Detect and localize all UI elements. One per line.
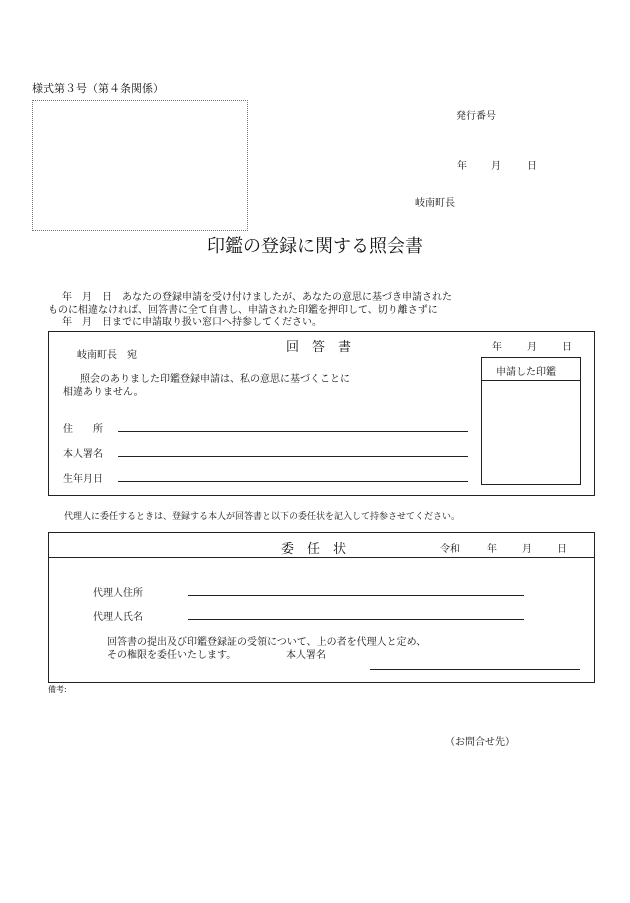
birthdate-label: 生年月日 [63,474,103,485]
delegation-year: 年 [487,544,497,555]
answer-year: 年 [492,342,502,353]
address-field[interactable] [118,431,468,432]
page-title: 印鑑の登録に関する照会書 [207,236,423,257]
answer-addressee: 岐南町長 宛 [77,350,137,361]
answer-day: 日 [562,342,572,353]
address-window-box [32,100,248,231]
header-year: 年 [457,161,467,172]
answer-statement-1: 照会のありました印鑑登録申請は、私の意思に基づくことに [80,374,350,385]
birthdate-field[interactable] [118,481,468,482]
seal-box-divider [481,380,580,381]
delegation-day: 日 [557,544,567,555]
seal-label: 申請した印鑑 [496,367,556,378]
proxy-note: 代理人に委任するときは、登録する本人が回答書と以下の委任状を記入して持参させてください。 [64,512,461,522]
delegation-month: 月 [522,544,532,555]
signature-field[interactable] [118,456,468,457]
answer-heading: 回 答 書 [286,340,352,355]
delegation-text-2: その権限を委任いたします。 [107,650,237,661]
intro-line-1: 年 月 日 あなたの登録申請を受け付けましたが、あなたの意思に基づき申請された [62,292,452,303]
agent-address-field[interactable] [188,595,524,596]
agent-address-label: 代理人住所 [93,588,143,599]
intro-line-3: 年 月 日までに申請取り扱い窓口へ持参してください。 [62,317,322,328]
header-mayor: 岐南町長 [415,198,455,209]
intro-line-2: ものに相違なければ、回答書に全て自書し、申請された印鑑を押印して、切り離さずに [48,305,438,316]
header-month: 月 [491,161,501,172]
agent-name-label: 代理人氏名 [93,612,143,623]
remarks-label: 備考: [48,685,67,694]
delegation-text-1: 回答書の提出及び印鑑登録証の受領について、上の者を代理人と定め、 [107,637,427,648]
inquiry-label: （お問合せ先） [445,737,515,748]
header-day: 日 [527,161,537,172]
agent-name-field[interactable] [188,619,524,620]
delegation-era: 令和 [440,544,460,555]
address-label: 住 所 [63,424,103,435]
issue-number-label: 発行番号 [456,111,496,122]
delegation-signature-label: 本人署名 [286,650,326,661]
delegation-signature-field[interactable] [370,669,580,670]
delegation-header-divider [48,557,594,558]
delegation-heading: 委 任 状 [281,542,347,557]
answer-statement-2: 相違ありません。 [63,387,144,398]
signature-label: 本人署名 [63,449,103,460]
form-number: 様式第３号（第４条関係） [32,82,164,95]
answer-month: 月 [527,342,537,353]
